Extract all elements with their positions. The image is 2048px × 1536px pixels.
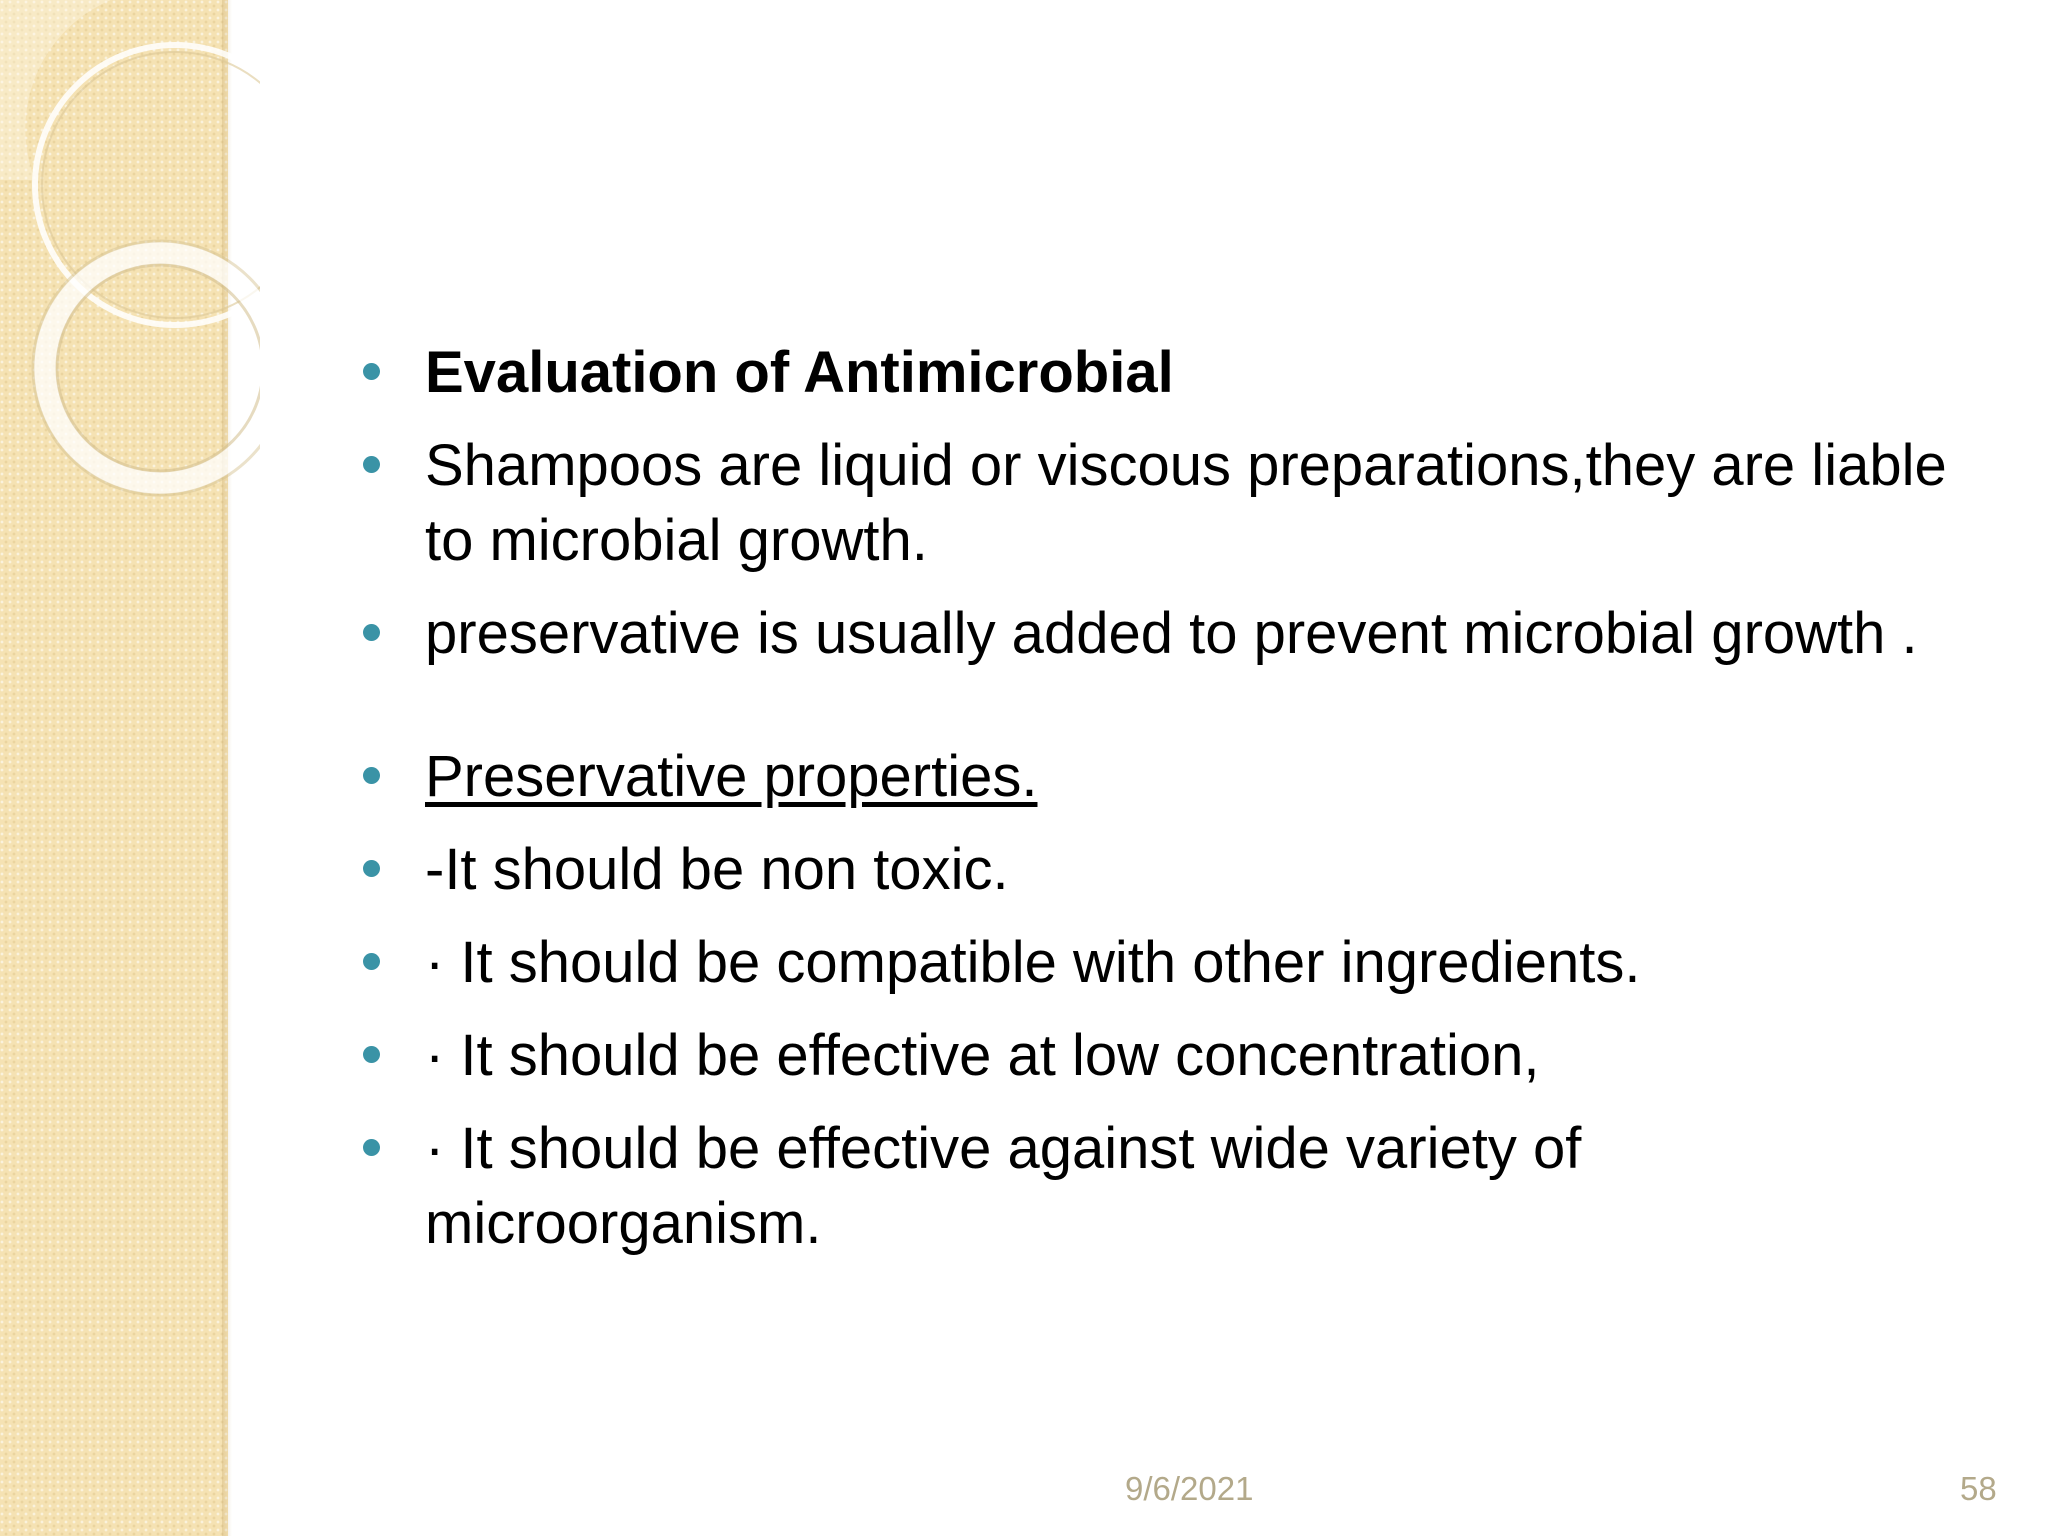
slide-content <box>355 335 1955 1279</box>
bullet-dot-icon <box>363 1139 380 1156</box>
bullet-dot-icon <box>363 456 380 473</box>
bullet-item <box>355 428 1955 578</box>
bullet-item <box>355 739 1955 814</box>
bullet-text: · It should be compatible with other ingredients. <box>425 930 1641 995</box>
bullet-text: preservative is usually added to prevent microbial growth . <box>425 601 1918 666</box>
bullet-dot-icon <box>363 860 380 877</box>
footer-date: 9/6/2021 <box>1125 1470 1254 1507</box>
bullet-item <box>355 596 1955 671</box>
decorative-ring-small-inner-shadow <box>57 265 260 471</box>
bullet-item <box>355 925 1955 1000</box>
bullet-dot-icon <box>363 767 380 784</box>
bullet-item <box>355 832 1955 907</box>
bullet-subheading: Preservative properties. <box>425 744 1038 809</box>
bullet-item <box>355 335 1955 410</box>
bullet-item <box>355 1018 1955 1093</box>
bullet-item <box>355 1111 1955 1261</box>
bullet-dot-icon <box>363 953 380 970</box>
bullet-dot-icon <box>363 624 380 641</box>
bullet-text: -It should be non toxic. <box>425 837 1009 902</box>
bullet-text: · It should be effective against wide variety of microorganism. <box>425 1116 1582 1256</box>
bullet-dot-icon <box>363 363 380 380</box>
bullet-dot-icon <box>363 1046 380 1063</box>
slide-number: 58 <box>1960 1470 1997 1507</box>
bullet-text: · It should be effective at low concentration, <box>425 1023 1540 1088</box>
decorative-rings <box>0 0 260 520</box>
bullet-list <box>355 335 1955 1261</box>
bullet-heading: Evaluation of Antimicrobial <box>425 340 1174 405</box>
bullet-text: Shampoos are liquid or viscous preparations,they are liable to microbial growth. <box>425 433 1947 573</box>
decorative-light-wash <box>0 0 220 180</box>
decorative-ring-small <box>45 253 260 483</box>
